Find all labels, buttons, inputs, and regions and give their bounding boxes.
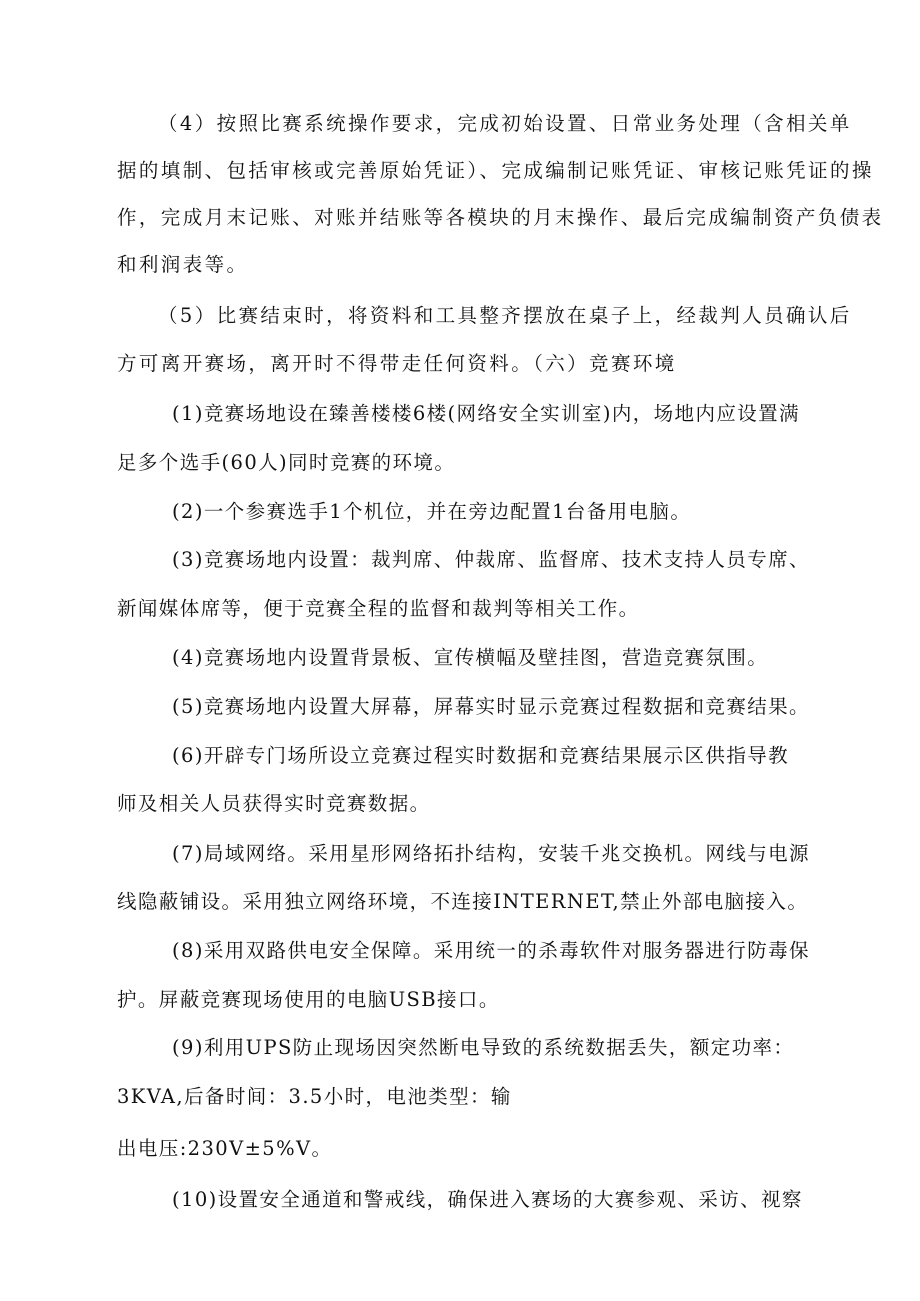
env8-line1: (8)采用双路供电安全保障。采用统一的杀毒软件对服务器进行防毒保 (172, 939, 810, 962)
env6-line1: (6)开辟专门场所设立竞赛过程实时数据和竞赛结果展示区供指导教 (172, 744, 790, 767)
env9-line2: 3KVA,后备时间：3.5小时，电池类型：输 (117, 1085, 512, 1108)
env2-line1: (2)一个参赛选手1个机位，并在旁边配置1台备用电脑。 (172, 500, 692, 523)
env3-line1: (3)竞赛场地内设置：裁判席、仲裁席、监督席、技术支持人员专席、 (172, 548, 810, 571)
env9-line1: (9)利用UPS防止现场因突然断电导致的系统数据丢失，额定功率： (172, 1036, 795, 1059)
env3-line2: 新闻媒体席等，便于竞赛全程的监督和裁判等相关工作。 (117, 597, 640, 620)
env1-line2: 足多个选手(60人)同时竞赛的环境。 (117, 451, 456, 474)
para4-line1: （4）按照比赛系统操作要求，完成初始设置、日常业务处理（含相关单 (158, 112, 852, 135)
para5-line2: 方可离开赛场，离开时不得带走任何资料。（六）竞赛环境 (117, 352, 677, 375)
env10-line1: (10)设置安全通道和警戒线，确保进入赛场的大赛参观、采访、视察 (172, 1188, 803, 1211)
env7-line1: (7)局域网络。采用星形网络拓扑结构，安装千兆交换机。网线与电源 (172, 842, 810, 865)
para4-line4: 和利润表等。 (117, 253, 249, 276)
env1-line1: (1)竞赛场地设在臻善楼楼6楼(网络安全实训室)内，场地内应设置满 (172, 402, 800, 425)
env6-line2: 师及相关人员获得实时竞赛数据。 (117, 792, 431, 815)
para4-line2: 据的填制、包括审核或完善原始凭证）、完成编制记账凭证、审核记账凭证的操 (117, 159, 874, 182)
env5-line1: (5)竞赛场地内设置大屏幕，屏幕实时显示竞赛过程数据和竞赛结果。 (172, 695, 810, 718)
para5-line1: （5）比赛结束时，将资料和工具整齐摆放在桌子上，经裁判人员确认后 (158, 304, 852, 327)
env7-line2: 线隐蔽铺设。采用独立网络环境，不连接INTERNET,禁止外部电脑接入。 (117, 890, 809, 913)
env8-line2: 护。屏蔽竞赛现场使用的电脑USB接口。 (117, 988, 500, 1011)
para4-line3: 作，完成月末记账、对账并结账等各模块的月末操作、最后完成编制资产负债表 (117, 206, 884, 229)
env9-line3: 出电压:230V±5%V。 (117, 1137, 333, 1160)
env4-line1: (4)竞赛场地内设置背景板、宣传横幅及壁挂图，营造竞赛氛围。 (172, 646, 769, 669)
